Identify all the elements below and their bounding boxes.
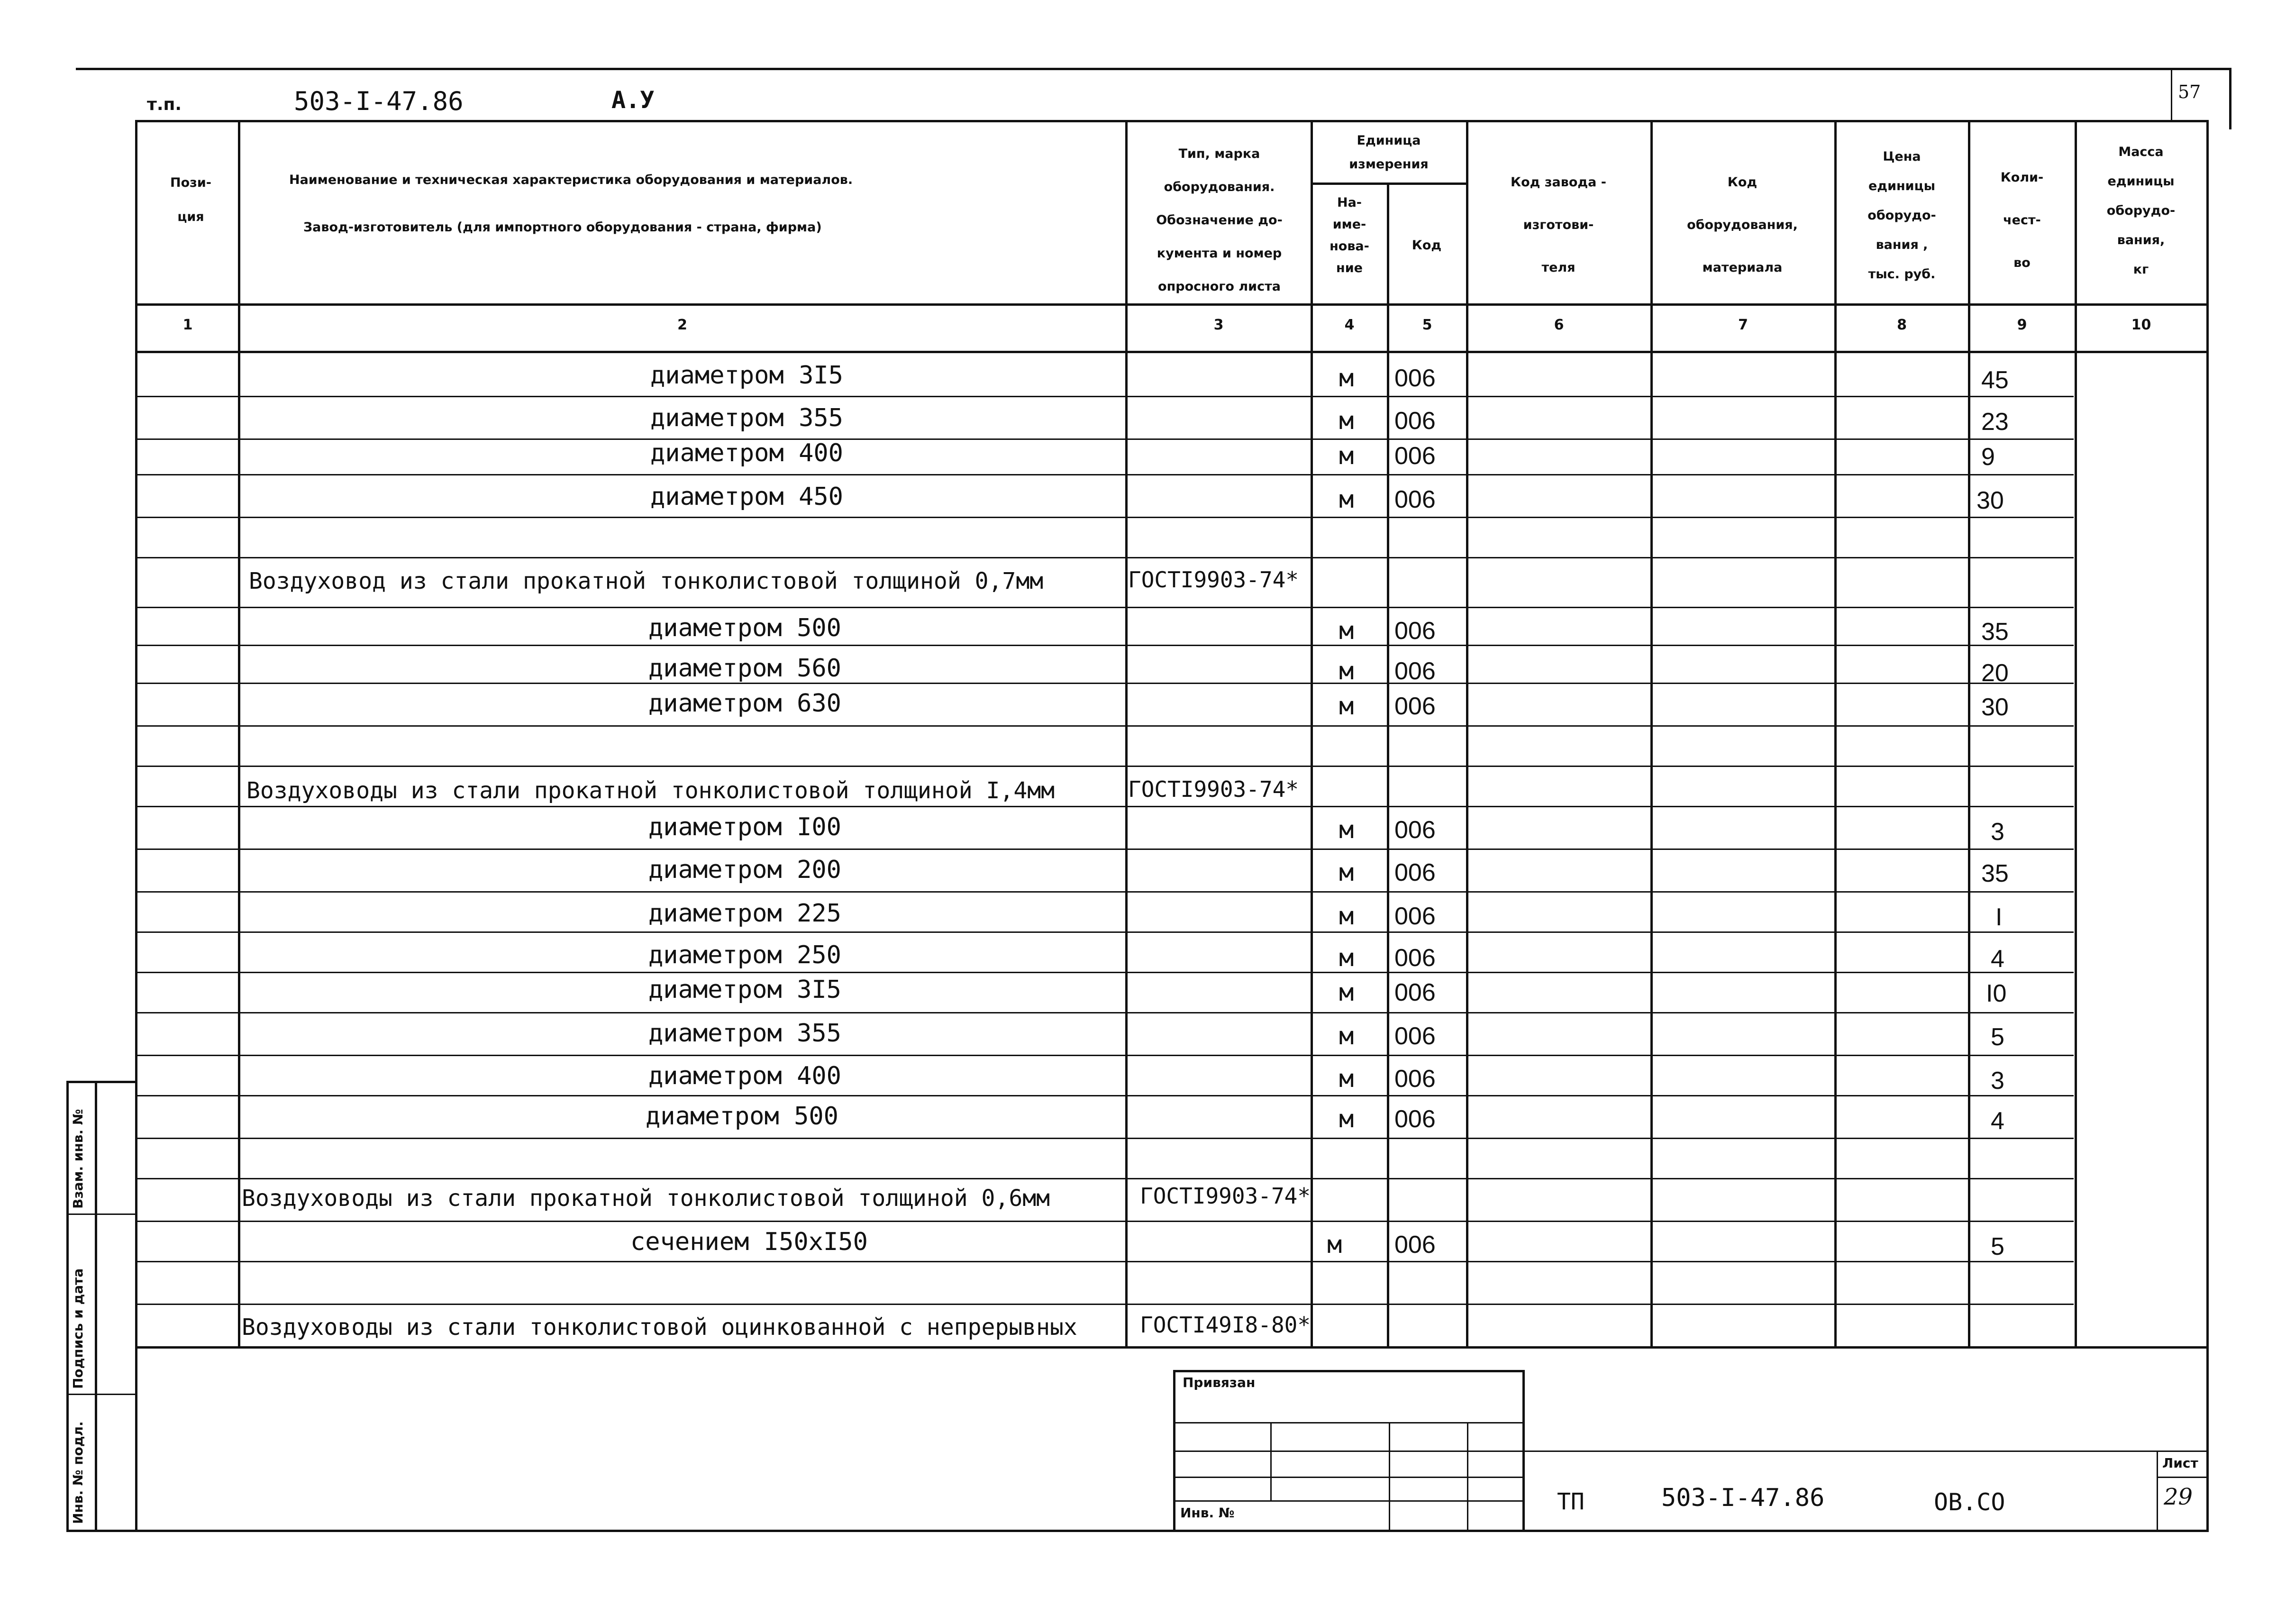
tb-doc-suffix: ОВ.СО	[1934, 1488, 2005, 1516]
row-line	[135, 891, 2074, 893]
row-unit-1: м	[1339, 364, 1354, 392]
tb-sheet-divider	[2157, 1451, 2158, 1530]
tb-row	[1173, 1477, 1524, 1478]
row-unit-11: м	[1339, 858, 1354, 887]
row-code-10: 006	[1394, 816, 1436, 844]
row-line	[135, 683, 2074, 684]
header-section: А.У	[611, 86, 655, 114]
row-qty-12: I	[1995, 903, 2003, 931]
row-line	[135, 1055, 2074, 1056]
row-unit-13: м	[1339, 944, 1354, 972]
row-line	[135, 931, 2074, 933]
row-unit-14: м	[1339, 978, 1354, 1007]
tb-col	[1467, 1422, 1468, 1530]
row-code-1: 006	[1394, 365, 1436, 392]
table-top	[135, 120, 2206, 122]
row-qty-6: 35	[1981, 618, 2009, 646]
tb-row	[1173, 1451, 2206, 1452]
row-unit-3: м	[1339, 442, 1354, 470]
row-qty-15: 5	[1991, 1023, 2004, 1051]
number-row-bottom	[135, 351, 2206, 353]
row-line	[135, 1012, 2074, 1013]
col-number-8: 8	[1897, 317, 1907, 333]
col-number-10: 10	[2131, 317, 2151, 333]
col-header-quantity: Коли- чест- во	[2000, 170, 2044, 270]
row-line	[135, 848, 2074, 850]
row-qty-7: 20	[1981, 659, 2009, 687]
row-qty-1: 45	[1981, 366, 2009, 394]
col-number-6: 6	[1554, 317, 1564, 333]
col-header-price: Цена единицы оборудо- вания , тыс. руб.	[1867, 149, 1936, 282]
side-strip-div	[66, 1213, 135, 1215]
col-header-equipment-code: Код оборудования, материала	[1687, 175, 1798, 275]
row-line	[135, 1221, 2074, 1222]
row-unit-15: м	[1339, 1022, 1354, 1050]
sheet-stamp-divider	[2171, 68, 2172, 120]
frame-right	[2206, 120, 2209, 1530]
row-type-5: ГОСТI9903-74*	[1128, 567, 1299, 593]
tb-sheet-label: Лист	[2162, 1455, 2198, 1471]
row-name-3: диаметром 400	[650, 439, 843, 467]
side-vzam-label: Взам. инв. №	[70, 1109, 86, 1209]
row-line	[135, 438, 2074, 440]
row-name-8: диаметром 630	[648, 689, 841, 718]
col-number-3: 3	[1213, 317, 1224, 333]
row-code-19: 006	[1394, 1231, 1436, 1259]
col-header-name-line1: Наименование и техническая характеристика оборудования и материалов.	[289, 173, 853, 187]
row-unit-7: м	[1339, 657, 1354, 685]
row-line	[135, 1178, 2074, 1179]
row-line	[135, 725, 2074, 727]
tb-doc-code: 503-I-47.86	[1661, 1484, 1825, 1512]
row-code-17: 006	[1394, 1105, 1436, 1133]
col-header-unit-code: Код	[1412, 238, 1442, 253]
row-line	[135, 396, 2074, 397]
row-qty-2: 23	[1981, 408, 2009, 436]
frame-bottom	[66, 1530, 2209, 1532]
row-code-7: 006	[1394, 657, 1436, 685]
col-number-7: 7	[1738, 317, 1748, 333]
header-project-code: 503-I-47.86	[294, 86, 464, 116]
row-code-3: 006	[1394, 442, 1436, 470]
col-number-5: 5	[1422, 317, 1432, 333]
col-line-4	[1387, 182, 1389, 1346]
tb-left	[1173, 1370, 1175, 1530]
row-name-18: Воздуховоды из стали прокатной тонколистовой толщиной 0,6мм	[242, 1185, 1050, 1212]
row-unit-19: м	[1327, 1231, 1342, 1259]
row-name-10: диаметром I00	[648, 813, 841, 841]
row-name-13: диаметром 250	[648, 941, 841, 969]
row-name-11: диаметром 200	[648, 856, 841, 884]
tb-col	[1389, 1422, 1390, 1530]
col-number-9: 9	[2017, 317, 2027, 333]
row-unit-12: м	[1339, 902, 1354, 931]
row-name-7: диаметром 560	[648, 654, 841, 683]
col-header-name-line2: Завод-изготовитель (для импортного оборудования - страна, фирма)	[303, 220, 822, 235]
tb-col	[1270, 1422, 1272, 1500]
row-line	[135, 806, 2074, 807]
col-header-name	[246, 156, 1161, 251]
col-header-plant-code: Код завода - изготови- теля	[1511, 175, 1606, 275]
row-unit-2: м	[1339, 407, 1354, 435]
row-line	[135, 1095, 2074, 1096]
row-code-2: 006	[1394, 407, 1436, 435]
row-name-17: диаметром 500	[646, 1102, 838, 1131]
row-line	[135, 1138, 2074, 1139]
row-qty-11: 35	[1981, 860, 2009, 887]
row-line	[135, 607, 2074, 608]
row-name-20: Воздуховоды из стали тонколистовой оцинкованной с непрерывных	[242, 1314, 1077, 1341]
row-qty-16: 3	[1991, 1067, 2004, 1095]
side-strip-right	[95, 1081, 97, 1530]
row-type-20: ГОСТI49I8-80*	[1140, 1312, 1311, 1338]
row-name-5: Воздуховод из стали прокатной тонколистовой толщиной 0,7мм	[249, 568, 1044, 594]
row-type-9: ГОСТI9903-74*	[1128, 776, 1299, 802]
row-qty-14: I0	[1986, 980, 2007, 1007]
tb-right	[1522, 1370, 1525, 1530]
header-prefix: т.п.	[147, 95, 182, 114]
side-strip-top	[66, 1081, 135, 1083]
tb-tp: ТП	[1557, 1488, 1585, 1515]
row-line	[135, 474, 2074, 475]
tb-attached-label: Привязан	[1183, 1375, 1256, 1390]
row-unit-16: м	[1339, 1065, 1354, 1093]
col-header-position	[147, 166, 235, 234]
row-line	[135, 1304, 2074, 1305]
tb-sheet-line	[2157, 1477, 2206, 1478]
col-header-type: Тип, марка оборудования. Обозначение до- кумента и номер опросного листа	[1156, 146, 1283, 294]
col-number-4: 4	[1344, 317, 1355, 333]
tb-row	[1173, 1422, 1524, 1423]
row-code-8: 006	[1394, 693, 1436, 720]
row-qty-10: 3	[1991, 818, 2004, 846]
header-sheet-stamp: 57	[2178, 82, 2201, 102]
row-qty-3: 9	[1981, 443, 1995, 471]
tb-row	[1173, 1500, 1524, 1502]
row-code-6: 006	[1394, 617, 1436, 645]
col-number-2: 2	[677, 317, 687, 333]
tb-inv-label: Инв. №	[1180, 1505, 1235, 1521]
row-unit-4: м	[1339, 485, 1354, 514]
row-code-14: 006	[1394, 979, 1436, 1006]
side-sign-label: Подпись и дата	[70, 1268, 86, 1389]
unit-group-divider	[1311, 182, 1466, 185]
row-name-6: диаметром 500	[648, 614, 841, 642]
row-code-4: 006	[1394, 486, 1436, 513]
row-code-12: 006	[1394, 903, 1436, 930]
row-line	[135, 1261, 2074, 1262]
row-name-2: диаметром 355	[650, 404, 843, 432]
row-line	[135, 645, 2074, 646]
row-name-1: диаметром 3I5	[650, 361, 843, 390]
row-name-12: диаметром 225	[648, 899, 841, 928]
row-qty-8: 30	[1981, 693, 2009, 721]
row-code-15: 006	[1394, 1022, 1436, 1050]
row-name-14: диаметром 3I5	[648, 976, 841, 1004]
row-unit-8: м	[1339, 692, 1354, 721]
row-code-11: 006	[1394, 859, 1436, 886]
col-header-unit-group: Единица измерения	[1349, 133, 1429, 172]
col-header-position-text: Пози- ция	[170, 175, 211, 224]
row-line	[135, 972, 2074, 973]
row-code-16: 006	[1394, 1065, 1436, 1093]
row-qty-4: 30	[1976, 487, 2004, 514]
side-strip-div	[66, 1394, 135, 1395]
row-name-4: диаметром 450	[650, 483, 843, 511]
side-strip-left	[66, 1081, 69, 1530]
tb-top	[1173, 1370, 1524, 1372]
row-unit-6: м	[1339, 617, 1354, 645]
frame-top	[76, 68, 2230, 70]
row-qty-13: 4	[1991, 945, 2004, 973]
col-number-1: 1	[182, 317, 193, 333]
body-bottom	[135, 1346, 2206, 1349]
row-line	[135, 517, 2074, 518]
row-qty-17: 4	[1991, 1107, 2004, 1135]
row-line	[135, 766, 2074, 767]
row-line	[135, 557, 2074, 558]
frame-outer-right	[2229, 68, 2231, 129]
row-name-19: сечением I50хI50	[630, 1228, 868, 1256]
tb-sheet-number: 29	[2164, 1484, 2193, 1510]
header-bottom	[135, 303, 2206, 306]
col-header-mass: Масса единицы оборудо- вания, кг	[2106, 145, 2176, 277]
row-unit-17: м	[1339, 1105, 1354, 1133]
row-type-18: ГОСТI9903-74*	[1140, 1183, 1311, 1209]
side-inv-label: Инв. № подл.	[70, 1421, 86, 1524]
row-name-15: диаметром 355	[648, 1019, 841, 1048]
row-name-16: диаметром 400	[648, 1062, 841, 1090]
row-unit-10: м	[1339, 816, 1354, 844]
col-header-unit-name: На- име- нова- ние	[1330, 195, 1369, 275]
row-qty-19: 5	[1991, 1233, 2004, 1260]
row-name-9: Воздуховоды из стали прокатной тонколистовой толщиной I,4мм	[246, 777, 1055, 804]
row-code-13: 006	[1394, 944, 1436, 972]
